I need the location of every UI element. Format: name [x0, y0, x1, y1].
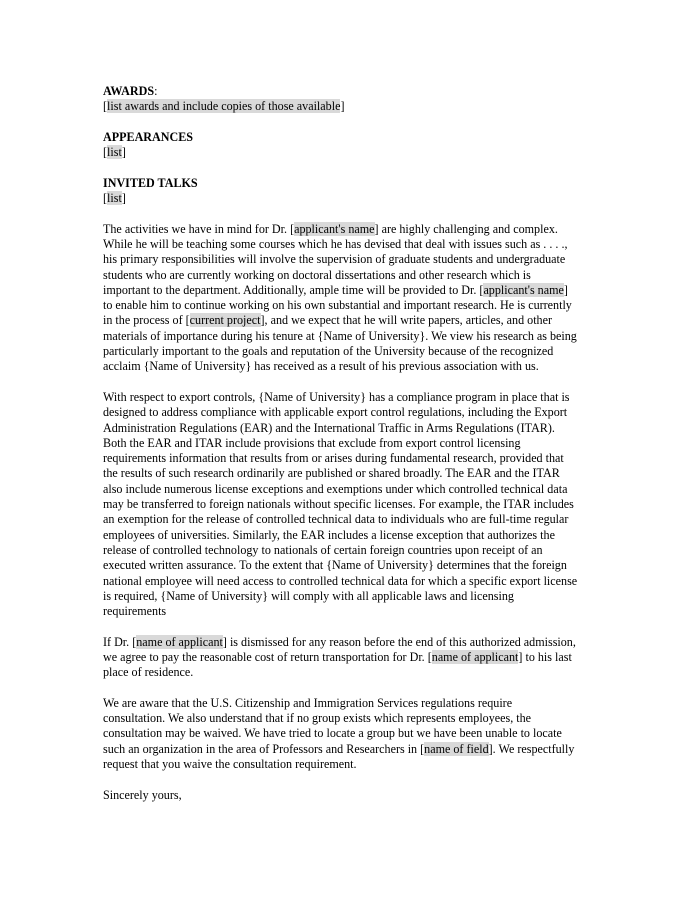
applicant-name-placeholder: name of applicant: [136, 634, 223, 649]
consultation-paragraph: We are aware that the U.S. Citizenship and Immigration Services regulations require consultation. We also understand that if no group exists which represents employees, the consultation may be waived. We have tried to locate a group but we have been unable to locate such an organization in the area of Professors and Researchers in [name of field]. We respectfully request that you waive the consultation requirement.: [103, 695, 575, 772]
current-project-placeholder: current project: [189, 313, 261, 328]
paragraph-line: is required, {Name of University} will comply with all applicable laws and licensing: [103, 588, 514, 603]
paragraph-line: executed written assurance. To the extent that {Name of University} determines that the foreign: [103, 558, 567, 573]
applicant-name-placeholder: applicant's name: [294, 221, 375, 236]
activities-paragraph: The activities we have in mind for Dr. [applicant's name] are highly challenging and complex. While he will be teaching some courses which he has devised that deal with issues such as . . . ., his primary responsibilities will involve the supervision of graduate students and undergraduate students who are currently working on doctoral dissertations and other research which is important to the department. Additionally, ample time will be provided to Dr. [applicant's name] to enable him to continue working on his own substantial and important research. He is currently in the process of [current project], and we expect that he will write papers, articles, and other materials of importance during his tenure at {Name of University}. We view his research as being particularly important to the goals and reputation of the University because of the recognized acclaim {Name of University} has received as a result of his previous association with us.: [103, 221, 577, 374]
appearances-heading: APPEARANCES: [103, 129, 194, 144]
invited-talks-section: INVITED TALKS [list]: [103, 176, 597, 207]
applicant-name-placeholder: name of applicant: [431, 649, 519, 664]
invited-talks-heading: INVITED TALKS: [103, 175, 198, 190]
paragraph-line: national employee will need access to controlled technical data for which a specific export license: [103, 573, 578, 588]
paragraph-line: requirements: [103, 604, 167, 619]
paragraph-line: designed to address compliance with applicable export control regulations, including the Export: [103, 405, 568, 420]
awards-heading: AWARDS: [103, 84, 155, 98]
paragraph-line: an exemption for the release of controlled technical data to individuals who are full-time regular: [103, 512, 569, 527]
appearances-section: APPEARANCES [list]: [103, 130, 597, 161]
appearances-placeholder: list: [107, 145, 122, 160]
closing-salutation: Sincerely yours,: [103, 787, 182, 802]
applicant-name-placeholder: applicant's name: [483, 282, 564, 297]
paragraph-line: With respect to export controls, {Name of University} has a compliance program in place that is: [103, 389, 570, 404]
invited-talks-placeholder: list: [107, 191, 122, 206]
letter-body: [103, 84, 597, 803]
paragraph-line: Both the EAR and ITAR include provisions that exclude from export control licensing: [103, 435, 521, 450]
paragraph-line: Administration Regulations (EAR) and the International Traffic in Arms Regulations (ITAR).: [103, 420, 555, 435]
awards-section: AWARDS: [list awards and include copies of those available]: [103, 84, 345, 114]
paragraph-line: may be transferred to foreign nationals without specific licenses. For example, the ITAR includes: [103, 497, 574, 512]
paragraph-line: also include numerous license exceptions and exemptions under which controlled technical data: [103, 481, 568, 496]
paragraph-line: release of controlled technology to nationals of certain foreign countries upon receipt of an: [103, 542, 543, 557]
paragraph-line: requirements information that results from or arises during fundamental research, provided that: [103, 451, 564, 466]
paragraph-line: employees of universities. Similarly, the EAR includes a license exception that authorizes the: [103, 527, 555, 542]
export-controls-paragraph: [103, 390, 597, 619]
field-name-placeholder: name of field: [424, 741, 489, 756]
awards-heading-colon: :: [154, 84, 158, 98]
dismissal-paragraph: If Dr. [name of applicant] is dismissed for any reason before the end of this authorized admission, we agree to pay the reasonable cost of return transportation for Dr. [name of applicant] to his last place of residence.: [103, 634, 576, 680]
awards-placeholder: list awards and include copies of those available: [107, 99, 341, 114]
paragraph-line: the results of such research ordinarily are published or shared broadly. The EAR and the ITAR: [103, 466, 560, 481]
